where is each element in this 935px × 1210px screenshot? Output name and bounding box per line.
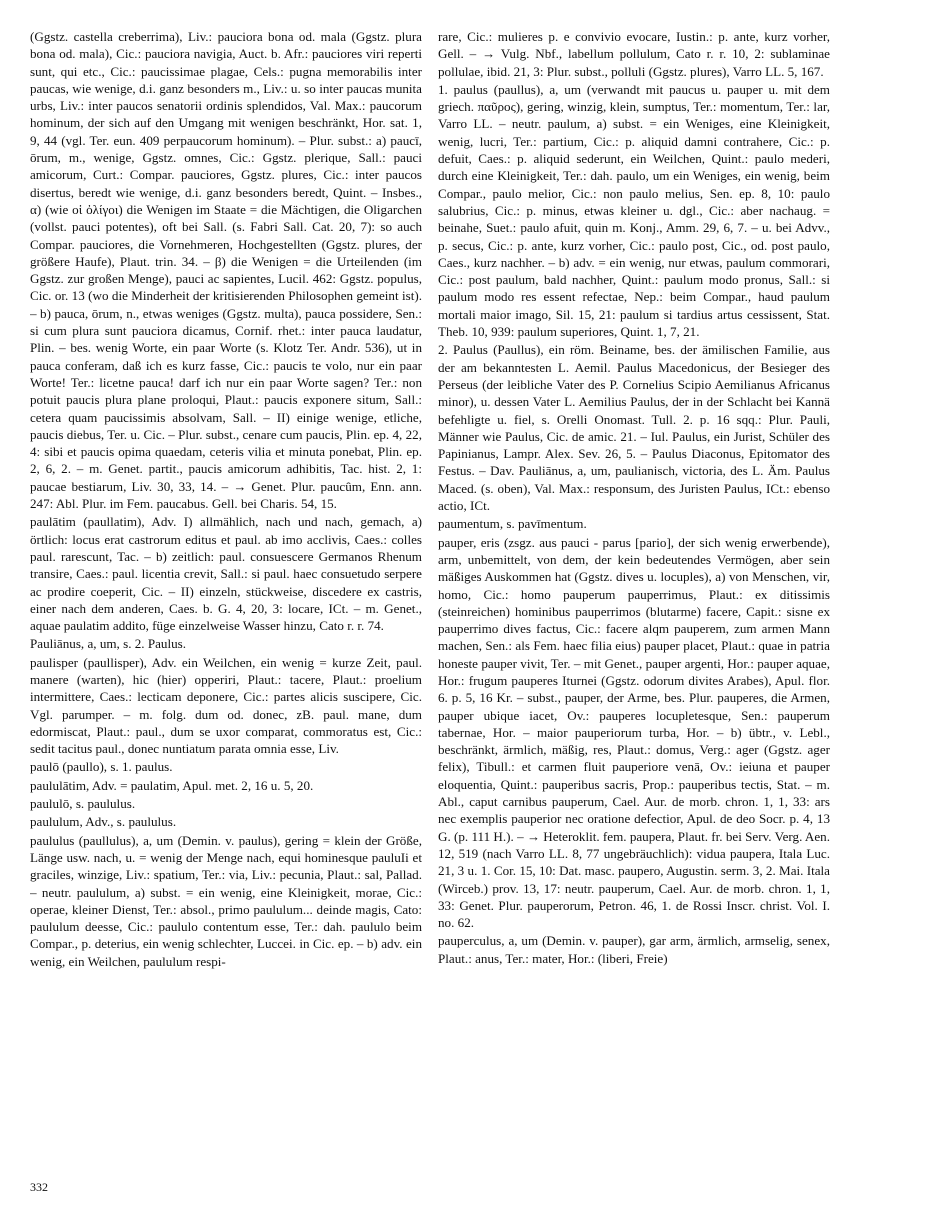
- entry-paulatim: paulātim (paullatim), Adv. I) allmählich, nach und nach, gemach, a) örtlich: locus erat castrorum editus et paul. ab imo acclivis, Caes.: colles paul. rarescunt, Tac. – b) zeitlich: paul. consuescere Germanos Rhenum transire, Caes.: paul. licentia crevit, Sall.: si paul. haec consuetudo serpere ac prodire coeperit, Cic. – II) einzeln, stückweise, discedere ex castris, einer nach dem anderen, Caes. b. G. 4, 20, 3: locare, ICt. – m. Genet., aquae paulatim addito, füge einzelweise Wasser hinzu, Cato r. r. 74.: [30, 514, 422, 634]
- entry-paululatim: paululātim, Adv. = paulatim, Apul. met. 2, 16 u. 5, 20.: [30, 777, 314, 793]
- entry-paulus-2: 2. Paulus (Paullus), ein röm. Beiname, bes. der ämilischen Familie, aus der am bekanntesten L. Aemil. Paulus Macedonicus, der Besieger des Perseus (der leibliche Vater des P. Cornelius Scipio Aemilianus Africanus minor), u. dessen Vater L. Aemilius Paulus, der in der Schlacht bei Kannä befehligte u. fiel, s. Orelli Onomast. Tull. 2. p. 16 sqq.: Plur. Pauli, Männer wie Paulus, Cic. de amic. 21. – Iul. Paulus, ein Jurist, Schüler des Papinianus, Lampr. Alex. Sev. 26, 5. – Paulus Diaconus, Epitomator des Festus. – Dav. Pauliānus, a, um, paulianisch, victoria, des L. Äm. Paulus Maced. (s. oben), Val. Max.: responsum, des Juristen Paulus, ICt.: ebenso actio, ICt.: [438, 342, 830, 514]
- entry-paululus-continued: rare, Cic.: mulieres p. e convivio evocare, Iustin.: p. ante, kurz vorher, Gell. – → Vulg. Nbf., labellum pollulum, Cato r. r. 10, 2: sublaminae pollulae, ibid. 21, 3: Plur. subst., polluli (Ggstz. plures), Varro LL. 5, 167.: [438, 29, 830, 79]
- entry-paulus-1: 1. paulus (paullus), a, um (verwandt mit paucus u. pauper u. mit dem griech. παῦρος), gering, winzig, klein, sumptus, Ter.: momentum, Ter.: lar, Varro LL. – neutr. paulum, a) subst. = ein Weniges, eine Kleinigkeit, wenig, lucri, Ter.: partium, Cic.: p. aliquid damni contrahere, Cic.: p. defuit, Caes.: p. aliquid sederunt, ein Weilchen, Quint.: paulo mederi, durch eine Kleinigkeit, Ter.: dah. paulo, um ein Weniges, ein wenig, beim Compar., paulo melior, Cic.: non paulo melius, Sen. ep. 8, 10: paulo salubrius, Cic.: p. minus, etwas kleiner u. dgl., Cic.: aber nachaug. = beinahe, Suet.: paulo afuit, quin m. Konj., Amm. 29, 6, 7. – u. bei Advv., p. secus, Cic.: p. ante, kurz vorher, Cic.: paulo post, Cic., od. post paulo, Caes., kurz nachher. – b) adv. = ein wenig, nur etwas, paulum commorari, Cic.: post paulum, bald nachher, Quint.: paulum modo pronus, Sall.: si paulum modo res essent refectae, Nep.: beim Compar., haud paulum mortali maior imago, Sil. 15, 21: paulum si tardius artus cessissent, Stat. Theb. 10, 939: paulum superiores, Quint. 1, 7, 21.: [438, 81, 830, 340]
- entry-paululo: paululō, s. paululus.: [30, 796, 136, 812]
- entry-paulianus: Pauliānus, a, um, s. 2. Paulus.: [30, 636, 187, 652]
- entry-paululum: paululum, Adv., s. paululus.: [30, 814, 177, 830]
- entry-paulo: paulō (paullo), s. 1. paulus.: [30, 759, 173, 775]
- page-number: 332: [30, 1180, 48, 1194]
- left-column: [30, 28, 422, 1178]
- entry-paumentum: paumentum, s. pavīmentum.: [438, 516, 587, 532]
- entry-paucus-continued: (Ggstz. castella creberrima), Liv.: pauciora bona od. mala (Ggstz. plura bona od. mala), Cic.: pauciora navigia, Auct. b. Afr.: pauciores viri reperti sunt, qui etc., Cic.: paucissimae plagae, Cels.: pugna memorabilis inter paucas, wie wenige, d.i. ganz besonders m., Liv.: u. so inter paucas munita urbs, Liv.: inter paucos senatorii ordinis splendidos, Val. Max.: paucorum hominum, der sich auf den Umgang mit wenigen beschränkt, Hor. sat. 1, 9, 44 (vgl. Ter. eun. 409 perpaucorum hominum). – Plur. subst.: a) paucī, ōrum, m., wenige, Ggstz. omnes, Cic.: Ggstz. plerique, Sall.: pauci amicorum, Curt.: Compar. pauciores, Ggstz. plures, Cic.: inter paucos disertus, beredt wie wenige, d.i. ganz besonders beredt, Quint. – Insbes., α) (wie οἱ ὀλίγοι) die Wenigen im Staate = die Mächtigen, die Oligarchen (vollst. pauci potentes), oft bei Sall. (s. Fabri Sall. Cat. 20, 7): so auch Compar. pauciores, die Vornehmeren, Hochgestellten (Ggstz. plures, der größere Haufe), Plaut. trin. 34. – β) die Wenigen = die Urteilenden (im Ggstz. zur großen Menge), pauci ac sapientes, Lucil. 462: Ggstz. populus, Cic. or. 13 (wo die Minderheit der kritisierenden Philosophen gemeint ist). – b) pauca, ōrum, n., etwas weniges (Ggstz. multa), pauca possidere, Sen.: si cum plura sunt pauciora dicamus, Cornif. rhet.: inter pauca laudatur, Plin. – bes. wenig Worte, ein paar Worte (s. Klotz Ter. Andr. 536), ut in pauca conferam, daß ich es kurz fasse, Cic.: paucis te volo, nur ein paar Worte! Ter.: licetne pauca! darf ich nur ein paar Worte sagen? Ter.: non potuit paucis plura plane proloqui, Plaut.: paucis exponere situm, Sall.: cetera quam paucissimis absolvam, Sall. – II) einige wenige, etliche, paucis diebus, Ter. u. Cic. – Plur. subst., cenare cum paucis, Plin. ep. 4, 22, 4: sibi et paucis opima quaedam, ceteris vilia et minuta ponebat, Plin. ep. 2, 6, 2. – m. Genet. partit., paucis amicorum adhibitis, Tac. hist. 2, 1: paucae bestiarum, Liv. 30, 33, 14. – → Genet. Plur. paucûm, Enn. ann. 247: Abl. Plur. im Fem. paucabus. Gell. bei Charis. 54, 15.: [30, 29, 422, 512]
- right-column: [438, 28, 830, 1178]
- entry-paululus: paululus (paullulus), a, um (Demin. v. paulus), gering = klein der Größe, Länge usw. nach, u. = wenig der Menge nach, equi hominesque pauluIi et graciles, winzige, Liv.: spatium, Ter.: via, Liv.: pecunia, Plaut.: sal, Pallad. – neutr. paululum, a) subst. = ein wenig, eine Kleinigkeit, morae, Cic.: operae, kleiner Dienst, Ter.: absol., primo paululum... deinde magis, Cato: paululum deesse, Cic.: paululo contentum esse, Ter.: dah. paululo beim Compar., p. deterius, ein wenig schlechter, Luccei. in Cic. ep. – b) adv. ein wenig, ein Weilchen, paululum respi-: [30, 832, 422, 969]
- entry-paulisper: paulisper (paullisper), Adv. ein Weilchen, ein wenig = kurze Zeit, paul. manere (warten), hic (hier) opperiri, Plaut.: tacere, Plaut.: proelium intermittere, Caes.: lecticam deponere, Cic.: partes alicis suscipere, Cic. Vgl. parumper. – m. folg. dum od. donec, zB. paul. mane, dum edormiscat, Plaut.: paul., dum se uxor comparat, commoratus est, Cic.: sedit tacitus paul., donec nuntiatum parata omnia esse, Liv.: [30, 654, 422, 757]
- entry-pauper: pauper, eris (zsgz. aus pauci - parus [pario], der sich wenig erwerbende), arm, unbemittelt, von dem, der kein bedeutendes Vermögen, aber sein mäßiges Auskommen hat (Ggstz. dives u. locuples), a) von Menschen, vir, homo, Cic.: homo pauperum pauperrimus, Plaut.: ex ditissimis (steinreichen) hominibus pauperrimos (blutarme) facere, Capit.: sisne ex pauperrimo dives factus, Cic.: facere alqm pauperem, zum armen Mann machen, Sen.: als Fem. haec filia eius) pauper placet, Plaut.: quae in patria honeste pauper vivit, Ter. – mit Genet., pauper argenti, Hor.: pauper aquae, Hor.: frugum pauperes Iturnei (Ggstz. odorum divites Arabes), Apul. flor. 6. p. 5, 16 Kr. – subst., pauper, der Arme, bes. Plur. pauperes, die Armen, pauper ubique iacet, Ov.: pauperes locupletesque, Sen.: pauperum tabernae, Hor. – maior pauperiorum turba, Hor. – b) übtr., v. Lebl., beschränkt, ärmlich, mäßig, res, Plaut.: domus, Verg.: ager (Ggstz. ager felix), Tibull.: et carmen fluit pauperiore venā, Ov.: ieiuna et pauper eloquentia, Quint.: pauperibus sacris, Prop.: pauperibus tectis, Stat. – m. Abl., caput carnibus pauperum, Cael. Aur. de morb. chron. 1, 1, 33: ars nec exemplis pauperior nec oratione defectior, Apul. de deo Socr. p. 4, 13 G. (p. 111 H.). – → Heteroklit. fem. paupera, Plaut. fr. bei Serv. Verg. Aen. 12, 519 (nach Varro LL. 8, 77 ungebräuchlich): vidua paupera, Itala Luc. 21, 3 u. 1. Cor. 15, 10: Dat. masc. paupero, Augustin. serm. 3, 2. Mai. Itala (Wirceb.) prov. 13, 17: neutr. pauperum, Cael. Aur. de morb. chron. 1, 1, 33: Genet. Plur. pauperorum, Petron. 46, 1. de Rossi Inscr. christ. Vol. I. no. 62.: [438, 534, 830, 931]
- entry-pauperculus: pauperculus, a, um (Demin. v. pauper), gar arm, ärmlich, armselig, senex, Plaut.: anus, Ter.: mater, Hor.: (liberi, Freie): [438, 933, 830, 966]
